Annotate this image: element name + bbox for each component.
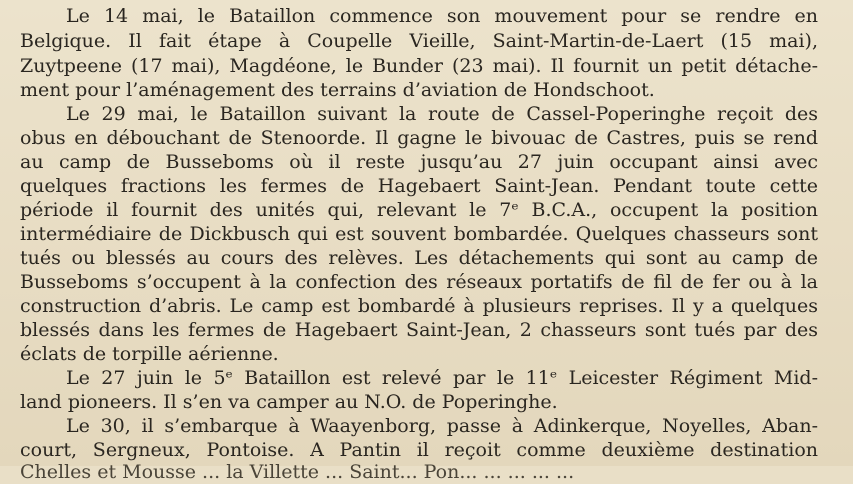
paragraph-2-line-4: quelques fractions les fermes de Hagebaert Saint-Jean. Pendant toute cette bbox=[20, 175, 818, 197]
paragraph-1-line-4: ment pour l’aménagement des terrains d’aviation de Hondschoot. bbox=[20, 79, 655, 101]
paragraph-2-line-1: Le 29 mai, le Bataillon suivant la route de Cassel-Poperinghe reçoit des bbox=[66, 103, 818, 125]
paragraph-2-line-3: au camp de Busseboms où il reste jusqu’au 27 juin occupant ainsi avec bbox=[20, 151, 818, 173]
paragraph-4-line-2: court, Sergneux, Pontoise. A Pantin il reçoit comme deuxième destination bbox=[20, 439, 818, 461]
paragraph-2-line-6: intermédiaire de Dickbusch qui est souvent bombardée. Quelques chasseurs sont bbox=[20, 223, 818, 245]
paragraph-3-line-1: Le 27 juin le 5ᵉ Bataillon est relevé par le 11ᵉ Leicester Régiment Mid- bbox=[66, 367, 818, 389]
paragraph-2-line-9: construction d’abris. Le camp est bombardé à plusieurs reprises. Il y a quelques bbox=[20, 295, 818, 317]
paragraph-2-line-7: tués ou blessés au cours des relèves. Les détachements qui sont au camp de bbox=[20, 247, 818, 269]
paragraph-3-line-2: land pioneers. Il s’en va camper au N.O. de Poperinghe. bbox=[20, 391, 558, 413]
paragraph-2-line-8: Busseboms s’occupent à la confection des réseaux portatifs de fil de fer ou à la bbox=[20, 271, 818, 293]
paragraph-4-line-1: Le 30, il s’embarque à Waayenborg, passe à Adinkerque, Noyelles, Aban- bbox=[66, 415, 818, 437]
paragraph-1-line-1: Le 14 mai, le Bataillon commence son mouvement pour se rendre en bbox=[66, 5, 818, 27]
paragraph-2-line-10: blessés dans les fermes de Hagebaert Saint-Jean, 2 chasseurs sont tués par des bbox=[20, 319, 818, 341]
paragraph-1-line-2: Belgique. Il fait étape à Coupelle Vieille, Saint-Martin-de-Laert (15 mai), bbox=[20, 30, 818, 52]
paragraph-4-line-3-cut-off: Chelles et Mousse ... la Villette ... Saint... Pon... ... ... ... ... bbox=[20, 461, 575, 483]
paragraph-2-line-5: période il fournit des unités qui, relevant le 7ᵉ B.C.A., occupent la position bbox=[20, 199, 818, 221]
paragraph-1-line-3: Zuytpeene (17 mai), Magdéone, le Bunder (23 mai). Il fournit un petit détache- bbox=[20, 55, 818, 77]
paragraph-2-line-2: obus en débouchant de Stenoorde. Il gagne le bivouac de Castres, puis se rend bbox=[20, 127, 818, 149]
paragraph-2-line-11: éclats de torpille aérienne. bbox=[20, 343, 279, 365]
